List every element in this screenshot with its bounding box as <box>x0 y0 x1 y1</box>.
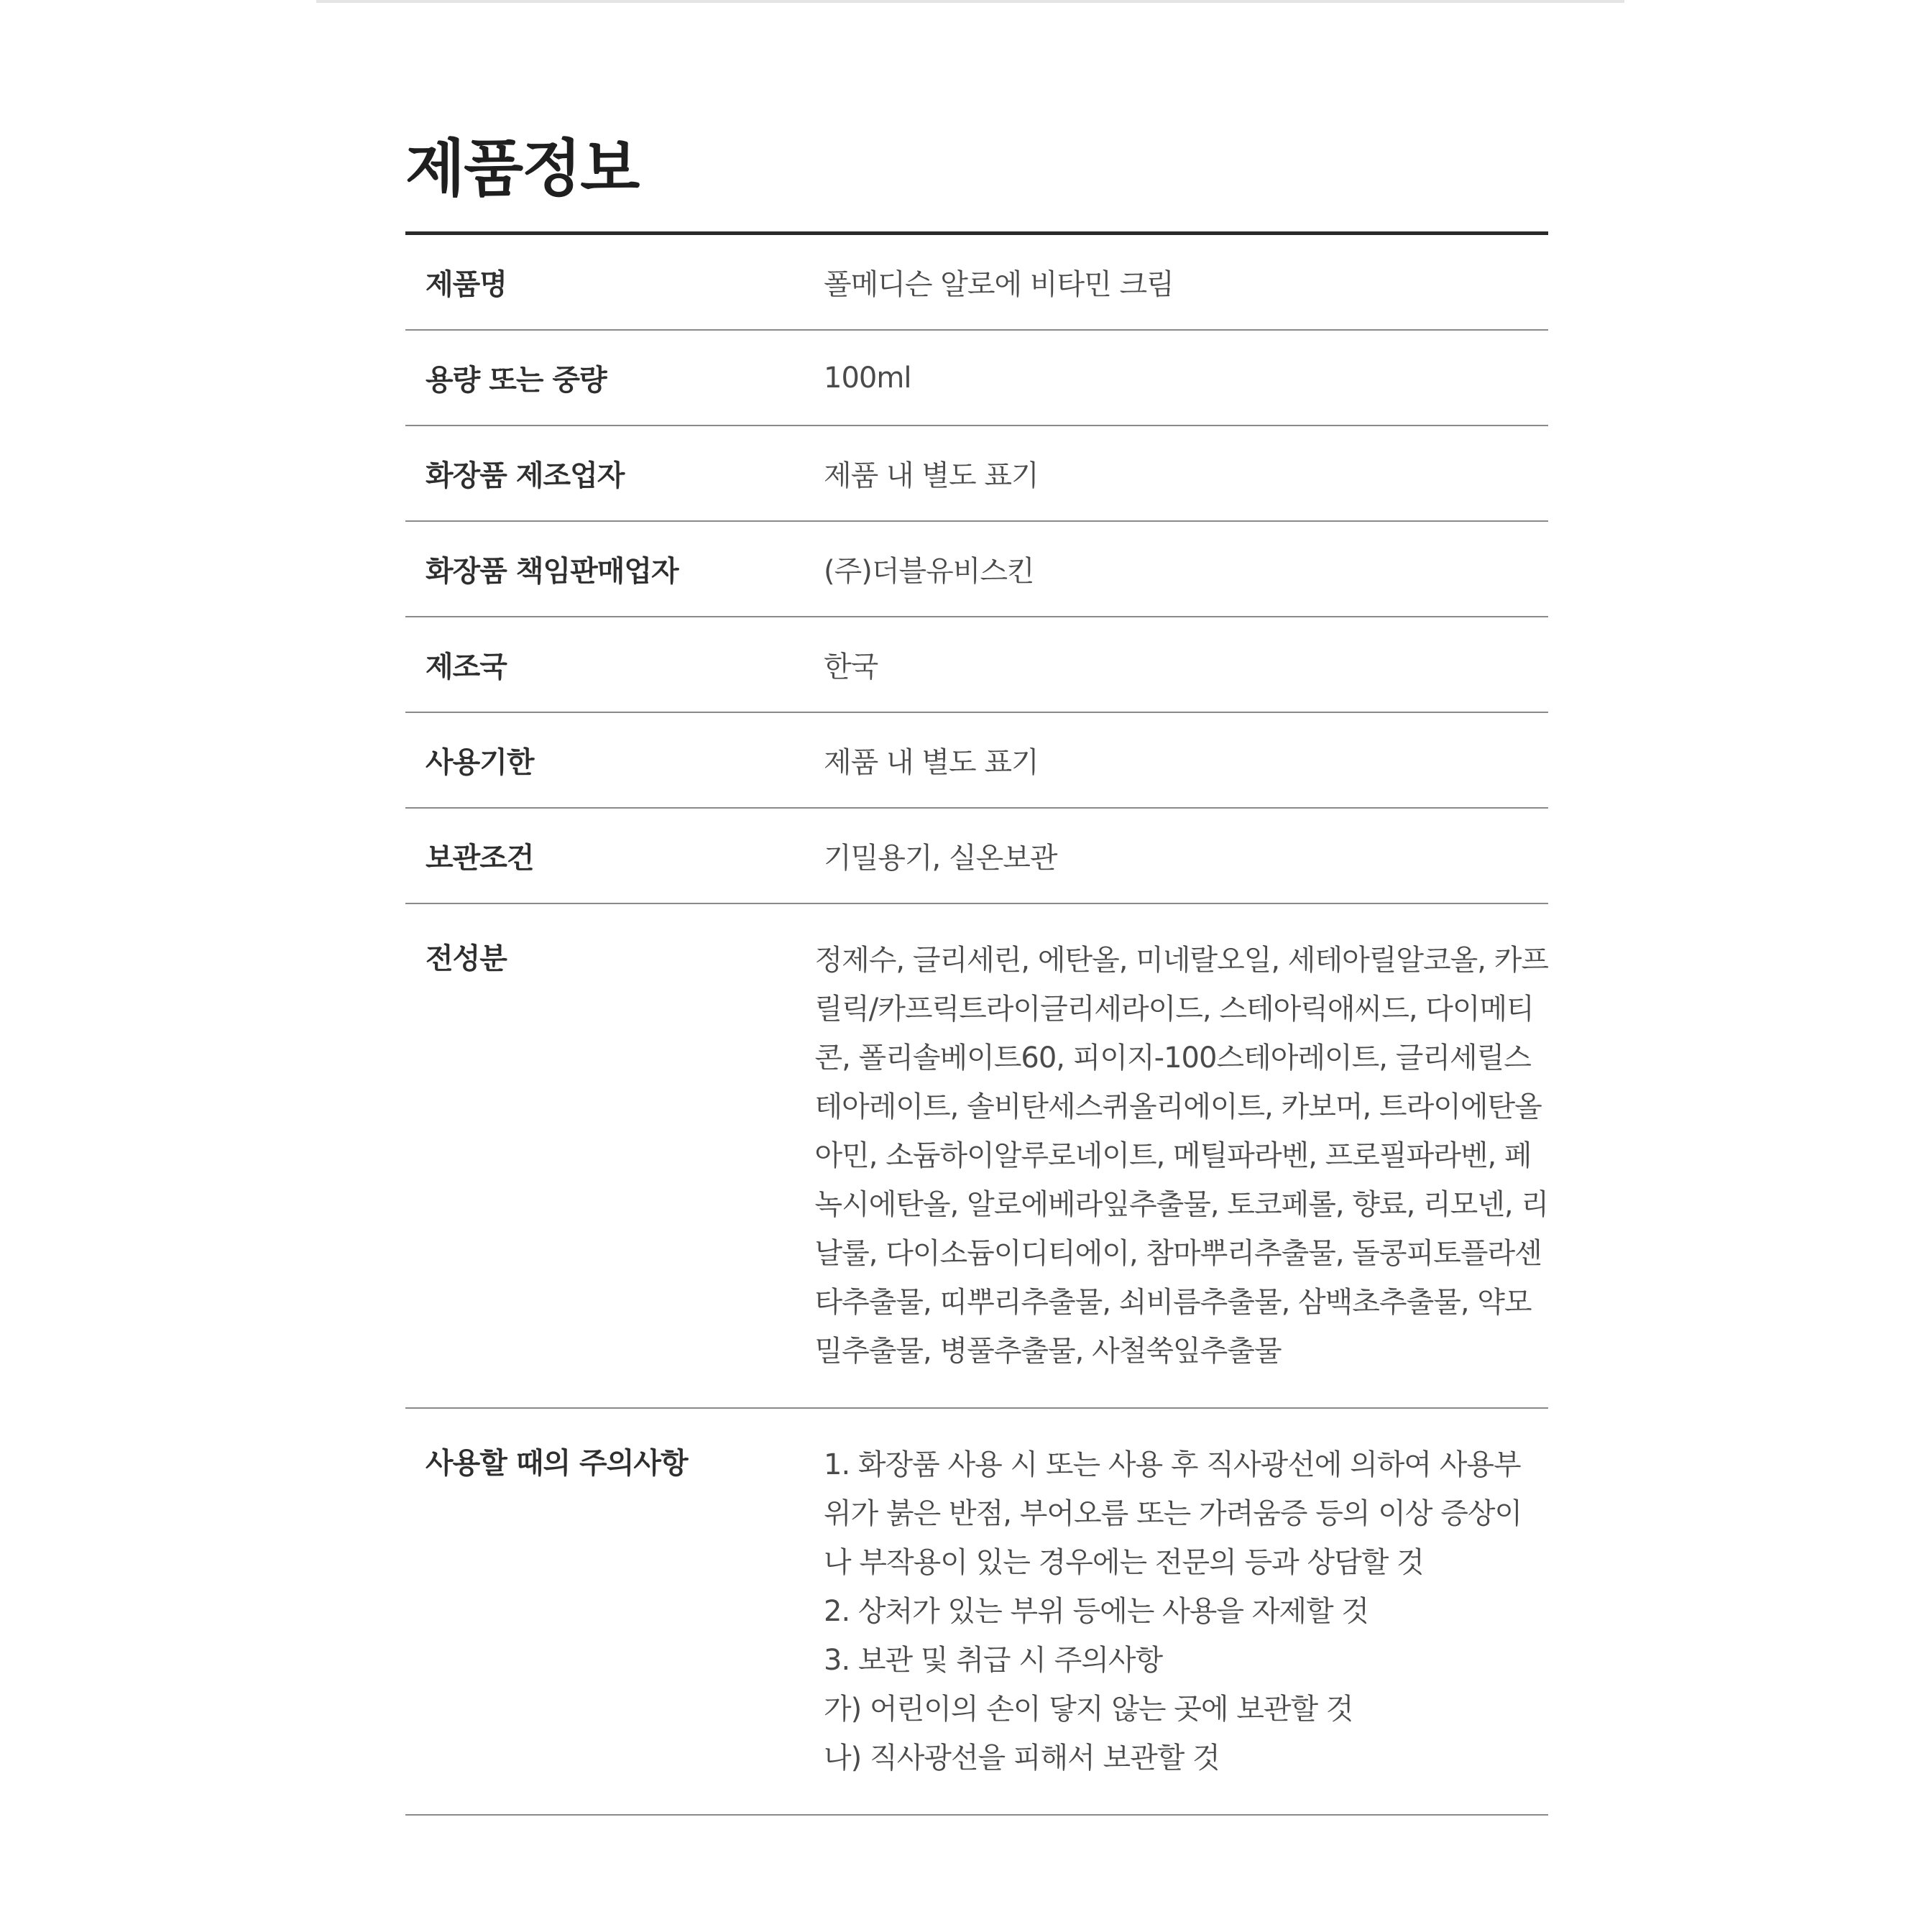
row-value: 100ml <box>824 361 911 395</box>
row-label: 화장품 제조업자 <box>426 459 625 492</box>
row-value: 폴메디슨 알로에 비타민 크림 <box>824 268 1174 301</box>
ingredients-line: 타추출물, 띠뿌리추출물, 쇠비름추출물, 삼백초추출물, 약모 <box>814 1286 1532 1319</box>
row-label: 보관조건 <box>426 842 534 875</box>
caution-line: 3. 보관 및 취급 시 주의사항 <box>824 1644 1163 1677</box>
row-label: 사용할 때의 주의사항 <box>426 1447 688 1480</box>
row-value: (주)더블유비스킨 <box>824 555 1034 588</box>
table-row-volume <box>405 331 1548 426</box>
ingredients-line: 테아레이트, 솔비탄세스퀴올리에이트, 카보머, 트라이에탄올 <box>814 1090 1542 1123</box>
ingredients-list <box>814 904 1548 1407</box>
ingredients-line: 릴릭/카프릭트라이글리세라이드, 스테아릭애씨드, 다이메티 <box>814 993 1534 1026</box>
table-row-country <box>405 617 1548 713</box>
product-info-section <box>405 122 1548 1816</box>
row-value: 한국 <box>824 650 878 684</box>
row-value: 기밀용기, 실온보관 <box>824 842 1057 875</box>
ingredients-line: 밀추출물, 병풀추출물, 사철쑥잎추출물 <box>814 1335 1282 1368</box>
caution-line: 위가 붉은 반점, 부어오름 또는 가려움증 등의 이상 증상이 <box>824 1497 1522 1530</box>
row-label: 제조국 <box>426 650 507 684</box>
row-label: 전성분 <box>426 942 507 975</box>
table-row-expiry <box>405 713 1548 809</box>
table-row-ingredients <box>405 904 1548 1409</box>
table-row-product-name <box>405 235 1548 331</box>
ingredients-line: 아민, 소듐하이알루로네이트, 메틸파라벤, 프로필파라벤, 페 <box>814 1139 1532 1172</box>
cautions-list <box>824 1409 1548 1814</box>
caution-line: 1. 화장품 사용 시 또는 사용 후 직사광선에 의하여 사용부 <box>824 1448 1521 1481</box>
product-info-table <box>405 231 1548 1816</box>
top-divider <box>316 0 1624 3</box>
caution-line: 나) 직사광선을 피해서 보관할 것 <box>824 1742 1220 1775</box>
page-title: 제품정보 <box>405 133 639 205</box>
ingredients-line: 녹시에탄올, 알로에베라잎추출물, 토코페롤, 향료, 리모넨, 리 <box>814 1188 1548 1221</box>
table-row-distributor <box>405 522 1548 617</box>
table-row-storage <box>405 809 1548 904</box>
row-label: 제품명 <box>426 268 507 301</box>
table-row-manufacturer <box>405 426 1548 522</box>
row-label: 사용기한 <box>426 746 534 779</box>
caution-line: 가) 어린이의 손이 닿지 않는 곳에 보관할 것 <box>824 1693 1353 1726</box>
caution-line: 2. 상처가 있는 부위 등에는 사용을 자제할 것 <box>824 1595 1369 1628</box>
row-value: 제품 내 별도 표기 <box>824 746 1039 779</box>
row-label: 화장품 책임판매업자 <box>426 555 678 588</box>
row-value: 제품 내 별도 표기 <box>824 459 1039 492</box>
caution-line: 나 부작용이 있는 경우에는 전문의 등과 상담할 것 <box>824 1546 1424 1579</box>
row-label: 용량 또는 중량 <box>426 364 607 397</box>
table-row-cautions <box>405 1409 1548 1816</box>
ingredients-line: 날룰, 다이소듐이디티에이, 참마뿌리추출물, 돌콩피토플라센 <box>814 1237 1542 1270</box>
ingredients-line: 정제수, 글리세린, 에탄올, 미네랄오일, 세테아릴알코올, 카프 <box>814 944 1548 977</box>
ingredients-line: 콘, 폴리솔베이트60, 피이지-100스테아레이트, 글리세릴스 <box>814 1041 1531 1075</box>
